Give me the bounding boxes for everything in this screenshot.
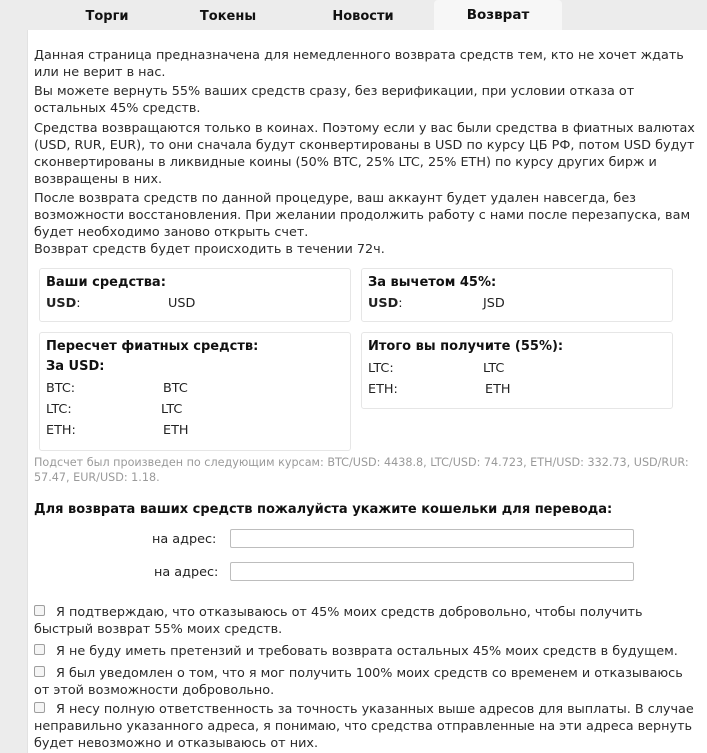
wallet-address-input-1[interactable] <box>230 529 634 548</box>
minus-45-box <box>361 268 673 322</box>
fiat-eth-value: ETH <box>163 423 189 438</box>
consent-row-1 <box>34 604 702 638</box>
tab-trading[interactable]: Торги <box>85 9 129 24</box>
total-eth-value: ETH <box>485 382 511 397</box>
rates-note: Подсчет был произведен по следующим курсам: BTC/USD: 4438.8, LTC/USD: 74.723, ETH/USD: 332.73, USD/RUR: 57.47, EUR/USD: 1.18. <box>34 456 689 484</box>
consent-text-1: Я подтверждаю, что отказываюсь от 45% моих средств добровольно, чтобы получить быстрый возврат 55% моих средств. <box>34 605 643 637</box>
consent-checkbox-2[interactable] <box>34 644 45 655</box>
fiat-ltc-value: LTC <box>161 402 183 417</box>
tab-tokens[interactable]: Токены <box>199 9 257 24</box>
wallets-title: Для возврата ваших средств пожалуйста укажите кошельки для перевода: <box>34 502 613 517</box>
intro-paragraph-1: Данная страница предназначена для немедленного возврата средств тем, кто не хочет ждать или не верит в нас. <box>34 48 684 80</box>
intro-paragraph-4: После возврата средств по данной процедуре, ваш аккаунт будет удален навсегда, без возможности восстановления. При желании продолжить работу с нами после перезапуска, вам будет необходимо заново открыть счет. <box>34 191 691 240</box>
tab-bar <box>0 0 707 30</box>
tab-refund[interactable]: Возврат <box>434 0 562 30</box>
fiat-btc-label: BTC: <box>46 381 76 396</box>
wallet-address-label-1: на адрес: <box>152 532 217 547</box>
total-eth-label: ETH: <box>368 382 398 397</box>
total-ltc-label: LTC: <box>368 361 394 376</box>
minus-45-usd-value: JSD <box>483 296 505 311</box>
consent-checkbox-4[interactable] <box>34 702 45 713</box>
consent-row-2 <box>34 643 702 660</box>
intro-paragraph-5: Возврат средств будет происходить в течении 72ч. <box>34 242 385 257</box>
consent-checkbox-3[interactable] <box>34 666 45 677</box>
consent-checkbox-1[interactable] <box>34 605 45 616</box>
total-receive-box <box>361 332 673 409</box>
consent-row-4 <box>34 701 702 752</box>
fiat-btc-value: BTC <box>163 381 188 396</box>
total-ltc-value: LTC <box>483 361 505 376</box>
fiat-ltc-label: LTC: <box>46 402 72 417</box>
tab-news[interactable]: Новости <box>332 9 394 24</box>
wallet-address-input-2[interactable] <box>230 562 634 581</box>
consent-text-4: Я несу полную ответственность за точность указанных выше адресов для выплаты. В случае неправильно указанного адреса, я понимаю, что средства отправленные на эти адреса вернуть будет невозможно и отказываюсь от них. <box>34 702 694 751</box>
fiat-recalc-title: Пересчет фиатных средств: <box>46 339 259 354</box>
fiat-recalc-box <box>39 332 351 451</box>
intro-paragraph-2: Вы можете вернуть 55% ваших средств сразу, без верификации, при условии отказа от остальных 45% средств. <box>34 84 635 116</box>
consent-row-3 <box>34 665 702 699</box>
refund-panel <box>27 30 707 753</box>
minus-45-title: За вычетом 45%: <box>368 275 497 290</box>
fiat-eth-label: ETH: <box>46 423 76 438</box>
fiat-recalc-subtitle: За USD: <box>46 359 105 374</box>
intro-paragraph-3: Средства возвращаются только в коинах. Поэтому если у вас были средства в фиатных валютах (USD, RUR, EUR), то они сначала будут сконвертированы в USD по курсу ЦБ РФ, потом USD будут сконвертированы в ликвидные коины (50% BTC, 25% LTC, 25% ETH) по курсу других бирж и возвращены в них. <box>34 121 695 187</box>
consent-text-2: Я не буду иметь претензий и требовать возврата остальных 45% моих средств в будущем. <box>56 644 678 659</box>
your-funds-usd-label: USD: <box>46 296 81 311</box>
wallet-address-label-2: на адрес: <box>154 565 219 580</box>
your-funds-usd-value: USD <box>168 296 196 311</box>
total-receive-title: Итого вы получите (55%): <box>368 339 564 354</box>
your-funds-box <box>39 268 351 322</box>
your-funds-title: Ваши средства: <box>46 275 166 290</box>
minus-45-usd-label: USD: <box>368 296 403 311</box>
consent-text-3: Я был уведомлен о том, что я мог получить 100% моих средств со временем и отказываюсь от этой возможности добровольно. <box>34 666 683 698</box>
